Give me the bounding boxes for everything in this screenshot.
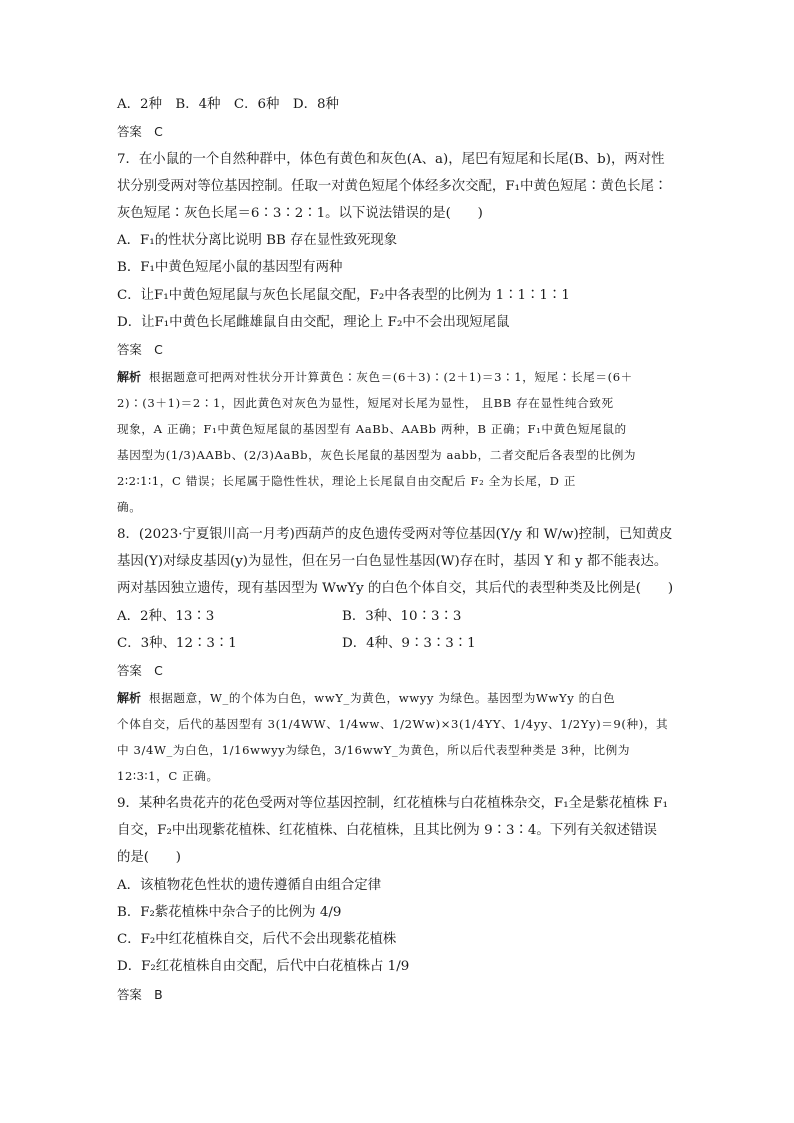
- q9-option-d: D．F₂红花植株自由交配，后代中白花植株占 1/9: [117, 959, 410, 974]
- q7-explanation-text: 根据题意可把两对性状分开计算黄色∶灰色＝(6＋3)∶(2＋1)＝3∶1，短尾∶长尾＝(6＋: [149, 370, 633, 384]
- q7-explanation-line: 2)∶(3＋1)＝2∶1，因此黄色对灰色为显性，短尾对长尾为显性， 且BB 存在显性纯合致死: [117, 396, 614, 410]
- q8-option-d: D．4种、9∶3∶3∶1: [342, 636, 476, 651]
- q7-explanation-line: 确。: [117, 500, 142, 514]
- q9-stem-line: 自交，F₂中出现紫花植株、红花植株、白花植株，且其比例为 9∶3∶4。下列有关叙述错误: [117, 823, 657, 838]
- q8-option-b: B．3种、10∶3∶3: [342, 609, 462, 624]
- q8-options-row: [117, 634, 677, 654]
- q7-stem-line: 7．在小鼠的一个自然种群中，体色有黄色和灰色(A、a)，尾巴有短尾和长尾(B、b)，两对性: [117, 152, 665, 167]
- q7-option-d: D．让F₁中黄色长尾雌雄鼠自由交配，理论上 F₂中不会出现短尾鼠: [117, 315, 510, 330]
- q7-stem-line: 状分别受两对等位基因控制。任取一对黄色短尾个体经多次交配，F₁中黄色短尾∶黄色长尾∶: [117, 179, 668, 194]
- q8-option-c: C．3种、12∶3∶1: [117, 636, 237, 651]
- q7-explanation-line: 基因型为(1/3)AABb、(2/3)AaBb，灰色长尾鼠的基因型为 aabb，二者交配后各表型的比例为: [117, 448, 637, 462]
- q7-option-a: A．F₁的性状分离比说明 BB 存在显性致死现象: [117, 233, 398, 248]
- q8-stem-line: 8．(2023·宁夏银川高一月考)西葫芦的皮色遗传受两对等位基因(Y/y 和 W/w)控制，已知黄皮: [117, 527, 673, 542]
- q6-answer: 答案 C: [117, 124, 163, 139]
- q7-explanation-line: [117, 367, 633, 387]
- q9-answer: 答案 B: [117, 987, 163, 1002]
- q6-options: A．2种 B．4种 C．6种 D．8种: [117, 97, 339, 112]
- q8-explanation-line: [117, 688, 615, 708]
- q8-stem-line: 基因(Y)对绿皮基因(y)为显性，但在另一白色显性基因(W)存在时，基因 Y 和 y 都不能表达。: [117, 554, 668, 569]
- q7-stem-line: 灰色短尾∶灰色长尾＝6∶3∶2∶1。以下说法错误的是( ): [117, 206, 483, 221]
- q8-explanation-line: 12∶3∶1，C 正确。: [117, 769, 219, 783]
- q9-option-a: A．该植物花色性状的遗传遵循自由组合定律: [117, 878, 382, 893]
- q9-stem-line: 的是( ): [117, 850, 182, 865]
- q8-explanation-line: 中 3/4W_为白色，1/16wwyy为绿色，3/16wwY_为黄色，所以后代表型种类是 3种，比例为: [117, 743, 631, 757]
- q9-option-b: B．F₂紫花植株中杂合子的比例为 4/9: [117, 905, 342, 920]
- q7-answer: 答案 C: [117, 342, 163, 357]
- q8-options-row: [117, 607, 677, 627]
- q7-option-c: C．让F₁中黄色短尾鼠与灰色长尾鼠交配，F₂中各表型的比例为 1∶1∶1∶1: [117, 288, 570, 303]
- q7-option-b: B．F₁中黄色短尾小鼠的基因型有两种: [117, 260, 343, 275]
- explanation-label: 解析: [117, 691, 142, 705]
- explanation-label: 解析: [117, 370, 142, 384]
- q9-option-c: C．F₂中红花植株自交，后代不会出现紫花植株: [117, 932, 397, 947]
- q8-option-a: A．2种、13∶3: [117, 609, 215, 624]
- q8-stem-line: 两对基因独立遗传，现有基因型为 WwYy 的白色个体自交，其后代的表型种类及比例是( ): [117, 581, 674, 596]
- q9-stem-line: 9．某种名贵花卉的花色受两对等位基因控制，红花植株与白花植株杂交，F₁全是紫花植株 F₁: [117, 796, 668, 811]
- q7-explanation-line: 现象，A 正确；F₁中黄色短尾鼠的基因型有 AaBb、AABb 两种，B 正确；F₁中黄色短尾鼠的: [117, 422, 627, 436]
- q8-explanation-text: 根据题意，W_的个体为白色，wwY_为黄色，wwyy 为绿色。基因型为WwYy 的白色: [149, 691, 616, 705]
- q8-explanation-line: 个体自交，后代的基因型有 3(1/4WW、1/4ww、1/2Ww)×3(1/4YY、1/4yy、1/2Yy)＝9(种)，其: [117, 717, 669, 731]
- q8-answer: 答案 C: [117, 663, 163, 678]
- q7-explanation-line: 2∶2∶1∶1，C 错误；长尾属于隐性性状，理论上长尾鼠自由交配后 F₂ 全为长尾，D 正: [117, 474, 576, 488]
